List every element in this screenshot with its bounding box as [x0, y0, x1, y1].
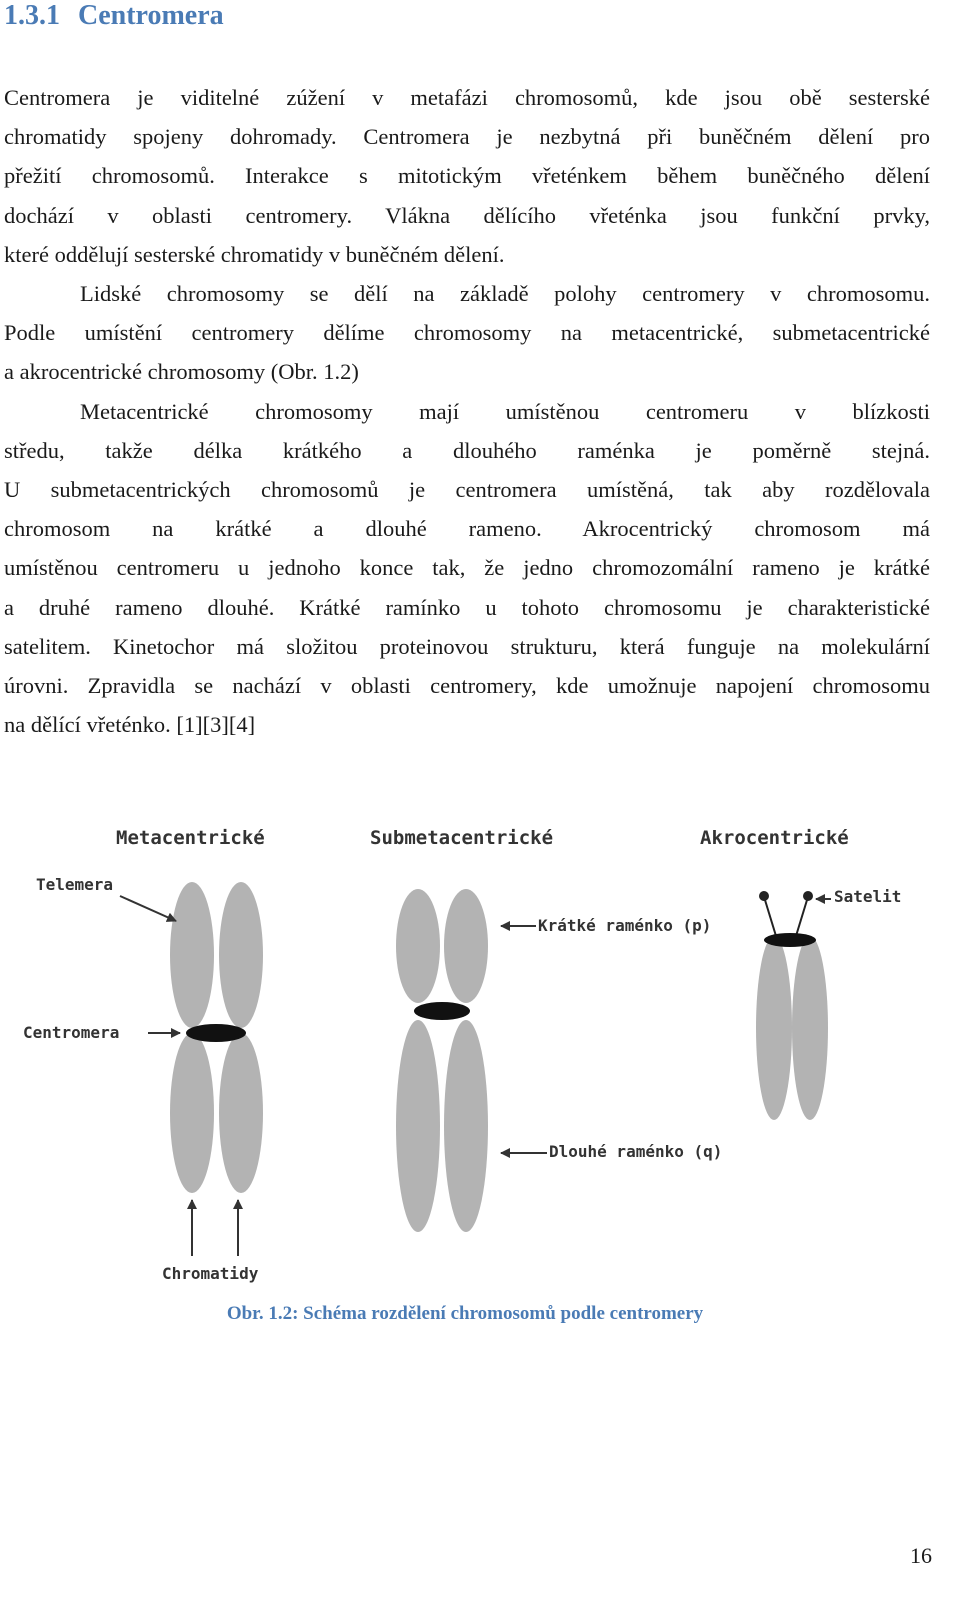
submetacentric-chromosome [396, 889, 488, 1232]
text-line: přežití chromosomů. Interakce s mitotickým vřeténkem během buněčného dělení [4, 163, 930, 189]
chromatid [756, 936, 792, 1120]
centromere [186, 1024, 246, 1042]
chromatid [170, 882, 214, 1028]
text-line: Centromera je viditelné zúžení v metafázi chromosomů, kde jsou obě sesterské [4, 85, 930, 110]
text-line: které oddělují sesterské chromatidy v buněčném dělení. [4, 241, 505, 267]
chromatid [219, 882, 263, 1028]
page-number: 16 [910, 1543, 932, 1568]
chromosome-diagram [8, 808, 948, 1298]
chromatid [444, 889, 488, 1003]
text-line: umístěnou centromeru u jednoho konce tak, že jedno chromozomální rameno je krátké [4, 555, 930, 581]
label-submetacentric: Submetacentrické [370, 827, 554, 849]
chromatid [396, 1020, 440, 1232]
label-metacentric: Metacentrické [116, 827, 265, 849]
acrocentric-chromosome [756, 891, 828, 1120]
text-line: Lidské chromosomy se dělí na základě polohy centromery v chromosomu. [80, 281, 930, 306]
text-line: úrovni. Zpravidla se nachází v oblasti centromery, kde umožnuje napojení chromosomu [4, 673, 930, 698]
satellite-stalk [765, 900, 776, 936]
text-line: a akrocentrické chromosomy (Obr. 1.2) [4, 359, 359, 385]
label-acrocentric: Akrocentrické [700, 827, 849, 849]
text-line: satelitem. Kinetochor má složitou proteinovou strukturu, která funguje na molekulární [4, 633, 930, 659]
chromatid [444, 1020, 488, 1232]
section-title: Centromera [78, 0, 224, 31]
centromere [414, 1002, 470, 1020]
chromatid [792, 936, 828, 1120]
text-line: dochází v oblasti centromery. Vlákna dělícího vřeténka jsou funkční prvky, [4, 202, 930, 228]
label-centromere: Centromera [23, 1023, 120, 1042]
text-line: a druhé rameno dlouhé. Krátké ramínko u tohoto chromosomu je charakteristické [4, 594, 930, 620]
label-satellite: Satelit [834, 887, 902, 906]
satellite-stalk [796, 900, 807, 936]
satellite [759, 891, 769, 901]
section-heading [4, 0, 224, 32]
text-line: chromosom na krátké a dlouhé rameno. Akrocentrický chromosom má [4, 516, 930, 542]
centromere [764, 933, 816, 947]
section-number: 1.3.1 [4, 0, 60, 31]
text-line: Metacentrické chromosomy mají umístěnou centromeru v blízkosti [80, 398, 930, 424]
text-line: na dělící vřeténko. [1][3][4] [4, 712, 256, 738]
satellite [803, 891, 813, 901]
chromatid [396, 889, 440, 1003]
label-chromatids: Chromatidy [162, 1264, 259, 1283]
metacentric-chromosome [170, 882, 263, 1193]
text-line: chromatidy spojeny dohromady. Centromera je nezbytná při buněčném dělení pro [4, 124, 930, 150]
chromatid [170, 1033, 214, 1193]
text-line: Podle umístění centromery dělíme chromosomy na metacentrické, submetacentrické [4, 320, 930, 346]
arrow [120, 896, 176, 921]
figure-caption: Obr. 1.2: Schéma rozdělení chromosomů podle centromery [226, 1303, 704, 1324]
chromatid [219, 1033, 263, 1193]
label-long-arm: Dlouhé raménko (q) [549, 1142, 723, 1161]
label-telomere: Telemera [36, 875, 114, 894]
text-line: středu, takže délka krátkého a dlouhého raménka je poměrně stejná. [4, 437, 930, 463]
label-short-arm: Krátké raménko (p) [538, 916, 712, 935]
text-line: U submetacentrických chromosomů je centromera umístěná, tak aby rozdělovala [4, 477, 930, 502]
